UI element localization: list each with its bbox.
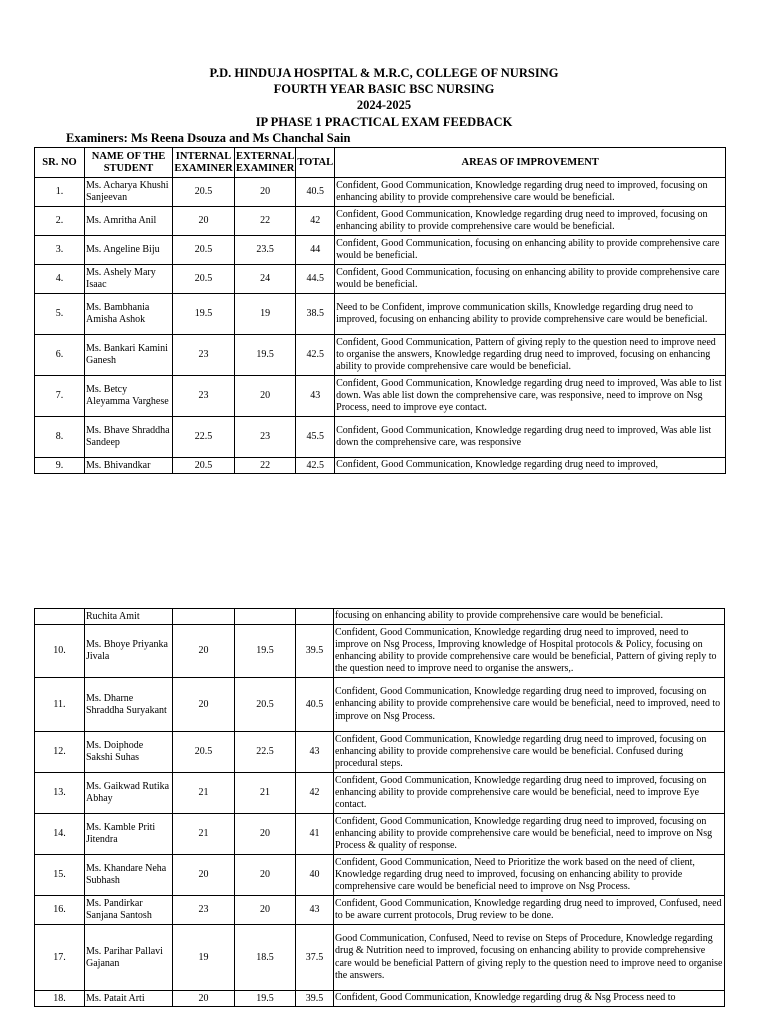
total-score-cell: 43 xyxy=(296,376,335,417)
col-areas-of-improvement: AREAS OF IMPROVEMENT xyxy=(335,148,726,178)
table-row xyxy=(35,773,725,814)
total-score-cell: 38.5 xyxy=(296,294,335,335)
student-name-cell: Ms. Doiphode Sakshi Suhas xyxy=(85,732,173,773)
sr-no-cell: 1. xyxy=(35,178,85,207)
areas-of-improvement-cell: Confident, Good Communication, Knowledge regarding drug need to improved, focusing on enhancing ability to provide comprehensive care would be beneficial. xyxy=(335,207,726,236)
internal-score-cell: 20.5 xyxy=(173,178,235,207)
sr-no-cell xyxy=(35,609,85,625)
table-row xyxy=(35,678,725,732)
external-score-cell: 23 xyxy=(235,417,296,458)
internal-score-cell: 20.5 xyxy=(173,732,235,773)
internal-score-cell: 20.5 xyxy=(173,265,235,294)
sr-no-cell: 10. xyxy=(35,625,85,678)
document-header xyxy=(0,65,768,130)
student-name-cell: Ms. Amritha Anil xyxy=(85,207,173,236)
col-total: TOTAL xyxy=(296,148,335,178)
internal-score-cell: 20.5 xyxy=(173,458,235,474)
areas-of-improvement-cell: Confident, Good Communication, focusing on enhancing ability to provide comprehensive care would be beneficial. xyxy=(335,236,726,265)
internal-score-cell: 23 xyxy=(173,896,235,925)
col-student-name: NAME OF THE STUDENT xyxy=(85,148,173,178)
student-name-cell: Ms. Angeline Biju xyxy=(85,236,173,265)
sr-no-cell: 4. xyxy=(35,265,85,294)
table-row xyxy=(35,376,726,417)
total-score-cell: 42.5 xyxy=(296,335,335,376)
areas-of-improvement-cell: Confident, Good Communication, Knowledge regarding drug need to improved, need to improve on Nsg Process, Improving knowledge of Hospital protocols & Policy, focusing on enhancing ability to provide comprehensive care would be beneficial, Pattern of giving reply to the question need to improve need to organise the answers,. xyxy=(334,625,725,678)
student-name-cell: Ms. Acharya Khushi Sanjeevan xyxy=(85,178,173,207)
col-internal-examiner: INTERNAL EXAMINER xyxy=(173,148,235,178)
student-name-cell: Ms. Pandirkar Sanjana Santosh xyxy=(85,896,173,925)
total-score-cell: 39.5 xyxy=(296,625,334,678)
external-score-cell: 19 xyxy=(235,294,296,335)
external-score-cell: 19.5 xyxy=(235,335,296,376)
external-score-cell: 22 xyxy=(235,458,296,474)
total-score-cell: 40.5 xyxy=(296,678,334,732)
external-score-cell: 20 xyxy=(235,178,296,207)
sr-no-cell: 11. xyxy=(35,678,85,732)
table-body-page2 xyxy=(35,609,725,1007)
internal-score-cell: 20 xyxy=(173,855,235,896)
table-row xyxy=(35,178,726,207)
internal-score-cell: 20 xyxy=(173,207,235,236)
total-score-cell: 43 xyxy=(296,896,334,925)
sr-no-cell: 17. xyxy=(35,925,85,991)
sr-no-cell: 3. xyxy=(35,236,85,265)
student-name-cell: Ms. Bhave Shraddha Sandeep xyxy=(85,417,173,458)
areas-of-improvement-cell: Confident, Good Communication, Knowledge regarding drug need to improved, focusing on enhancing ability to provide comprehensive care would be beneficial, need to improve on Nsg Process & quality of response. xyxy=(334,814,725,855)
areas-of-improvement-cell: Confident, Good Communication, Pattern of giving reply to the question need to improve need to organise the answers, Knowledge regarding drug need to improved, focusing on enhancing ability to provide comprehensive care would be beneficial. xyxy=(335,335,726,376)
sr-no-cell: 9. xyxy=(35,458,85,474)
external-score-cell: 20 xyxy=(235,376,296,417)
sr-no-cell: 14. xyxy=(35,814,85,855)
total-score-cell: 40.5 xyxy=(296,178,335,207)
table-row xyxy=(35,855,725,896)
external-score-cell: 18.5 xyxy=(235,925,296,991)
student-name-cell: Ms. Betcy Aleyamma Varghese xyxy=(85,376,173,417)
external-score-cell: 22.5 xyxy=(235,732,296,773)
areas-of-improvement-cell: Confident, Good Communication, Knowledge regarding drug need to improved, xyxy=(335,458,726,474)
areas-of-improvement-cell: Confident, Good Communication, Need to Prioritize the work based on the need of client, Knowledge regarding drug need to improved, focusing on enhancing ability to provide comprehensive care would be beneficial need to improve on Nsg Process. xyxy=(334,855,725,896)
internal-score-cell: 22.5 xyxy=(173,417,235,458)
total-score-cell: 44.5 xyxy=(296,265,335,294)
col-sr-no: SR. NO xyxy=(35,148,85,178)
student-name-cell: Ruchita Amit xyxy=(85,609,173,625)
col-external-examiner: EXTERNAL EXAMINER xyxy=(235,148,296,178)
internal-score-cell xyxy=(173,609,235,625)
external-score-cell: 23.5 xyxy=(235,236,296,265)
feedback-table-page2 xyxy=(34,608,725,1007)
table-row xyxy=(35,814,725,855)
sr-no-cell: 15. xyxy=(35,855,85,896)
areas-of-improvement-cell: Confident, Good Communication, Knowledge regarding drug need to improved, Was able list down the comprehensive care, was responsive xyxy=(335,417,726,458)
areas-of-improvement-cell: Confident, Good Communication, Knowledge regarding drug need to improved, focusing on enhancing ability to provide comprehensive care would be beneficial, need to improved, need to improve on Nsg Process. xyxy=(334,678,725,732)
areas-of-improvement-cell: Confident, Good Communication, focusing on enhancing ability to provide comprehensive care would be beneficial. xyxy=(335,265,726,294)
external-score-cell: 20 xyxy=(235,855,296,896)
sr-no-cell: 16. xyxy=(35,896,85,925)
external-score-cell: 20 xyxy=(235,814,296,855)
table-row xyxy=(35,236,726,265)
table-row xyxy=(35,265,726,294)
total-score-cell: 40 xyxy=(296,855,334,896)
document-title: IP PHASE 1 PRACTICAL EXAM FEEDBACK xyxy=(255,114,513,129)
internal-score-cell: 20 xyxy=(173,991,235,1007)
sr-no-cell: 12. xyxy=(35,732,85,773)
internal-score-cell: 20 xyxy=(173,625,235,678)
total-score-cell: 42 xyxy=(296,773,334,814)
total-score-cell: 37.5 xyxy=(296,925,334,991)
student-name-cell: Ms. Bambhania Amisha Ashok xyxy=(85,294,173,335)
internal-score-cell: 21 xyxy=(173,814,235,855)
internal-score-cell: 19 xyxy=(173,925,235,991)
sr-no-cell: 13. xyxy=(35,773,85,814)
internal-score-cell: 20 xyxy=(173,678,235,732)
sr-no-cell: 5. xyxy=(35,294,85,335)
total-score-cell xyxy=(296,609,334,625)
total-score-cell: 44 xyxy=(296,236,335,265)
external-score-cell: 19.5 xyxy=(235,991,296,1007)
total-score-cell: 45.5 xyxy=(296,417,335,458)
areas-of-improvement-cell: Good Communication, Confused, Need to revise on Steps of Procedure, Knowledge regarding drug & Nutrition need to improved, focusing on enhancing ability to provide comprehensive care would be beneficial Pattern of giving reply to the question need to improve need to organise the answers. xyxy=(334,925,725,991)
areas-of-improvement-cell: Confident, Good Communication, Knowledge regarding drug need to improved, Confused, need to be aware current protocols, Drug review to be done. xyxy=(334,896,725,925)
sr-no-cell: 7. xyxy=(35,376,85,417)
external-score-cell xyxy=(235,609,296,625)
table-row xyxy=(35,207,726,236)
internal-score-cell: 20.5 xyxy=(173,236,235,265)
student-name-cell: Ms. Ashely Mary Isaac xyxy=(85,265,173,294)
total-score-cell: 39.5 xyxy=(296,991,334,1007)
table-row xyxy=(35,294,726,335)
student-name-cell: Ms. Patait Arti xyxy=(85,991,173,1007)
table-row xyxy=(35,335,726,376)
table-row xyxy=(35,417,726,458)
examiners-line: Examiners: Ms Reena Dsouza and Ms Chanchal Sain xyxy=(66,131,351,145)
internal-score-cell: 19.5 xyxy=(173,294,235,335)
table-row xyxy=(35,925,725,991)
sr-no-cell: 6. xyxy=(35,335,85,376)
areas-of-improvement-cell: Confident, Good Communication, Knowledge regarding drug need to improved, focusing on enhancing ability to provide comprehensive care would be beneficial, need to improve Eye contact. xyxy=(334,773,725,814)
table-row xyxy=(35,732,725,773)
student-name-cell: Ms. Dharne Shraddha Suryakant xyxy=(85,678,173,732)
external-score-cell: 21 xyxy=(235,773,296,814)
internal-score-cell: 21 xyxy=(173,773,235,814)
external-score-cell: 24 xyxy=(235,265,296,294)
student-name-cell: Ms. Kamble Priti Jitendra xyxy=(85,814,173,855)
sr-no-cell: 2. xyxy=(35,207,85,236)
external-score-cell: 20 xyxy=(235,896,296,925)
college-name: P.D. HINDUJA HOSPITAL & M.R.C, COLLEGE OF NURSING xyxy=(209,66,559,80)
internal-score-cell: 23 xyxy=(173,376,235,417)
student-name-cell: Ms. Parihar Pallavi Gajanan xyxy=(85,925,173,991)
total-score-cell: 42.5 xyxy=(296,458,335,474)
sr-no-cell: 8. xyxy=(35,417,85,458)
table-row xyxy=(35,896,725,925)
external-score-cell: 22 xyxy=(235,207,296,236)
feedback-table-page1 xyxy=(34,147,726,474)
student-name-cell: Ms. Bhivandkar xyxy=(85,458,173,474)
external-score-cell: 20.5 xyxy=(235,678,296,732)
total-score-cell: 41 xyxy=(296,814,334,855)
student-name-cell: Ms. Bhoye Priyanka Jivala xyxy=(85,625,173,678)
total-score-cell: 43 xyxy=(296,732,334,773)
table-header-row xyxy=(35,148,726,178)
table-row xyxy=(35,625,725,678)
areas-of-improvement-cell: Confident, Good Communication, Knowledge regarding drug need to improved, focusing on enhancing ability to provide comprehensive care would be beneficial. xyxy=(335,178,726,207)
student-name-cell: Ms. Khandare Neha Subhash xyxy=(85,855,173,896)
table-row xyxy=(35,609,725,625)
areas-of-improvement-cell: Need to be Confident, improve communication skills, Knowledge regarding drug need to improved, focusing on enhancing ability to provide comprehensive care would be beneficial. xyxy=(335,294,726,335)
academic-year: 2024-2025 xyxy=(356,98,412,113)
internal-score-cell: 23 xyxy=(173,335,235,376)
areas-of-improvement-cell: Confident, Good Communication, Knowledge regarding drug & Nsg Process need to xyxy=(334,991,725,1007)
external-score-cell: 19.5 xyxy=(235,625,296,678)
table-row xyxy=(35,458,726,474)
table-row xyxy=(35,991,725,1007)
student-name-cell: Ms. Gaikwad Rutika Abhay xyxy=(85,773,173,814)
areas-of-improvement-cell: Confident, Good Communication, Knowledge regarding drug need to improved, focusing on enhancing ability to provide comprehensive care would be beneficial. Confused during procedural steps. xyxy=(334,732,725,773)
course-name: FOURTH YEAR BASIC BSC NURSING xyxy=(273,82,495,97)
areas-of-improvement-cell: focusing on enhancing ability to provide comprehensive care would be beneficial. xyxy=(334,609,725,625)
areas-of-improvement-cell: Confident, Good Communication, Knowledge regarding drug need to improved, Was able to list down. Was able list down the comprehensive care, was responsive, need to improve on Nsg Process, need to improve eye contact. xyxy=(335,376,726,417)
table-body-page1 xyxy=(35,178,726,474)
total-score-cell: 42 xyxy=(296,207,335,236)
sr-no-cell: 18. xyxy=(35,991,85,1007)
student-name-cell: Ms. Bankari Kamini Ganesh xyxy=(85,335,173,376)
